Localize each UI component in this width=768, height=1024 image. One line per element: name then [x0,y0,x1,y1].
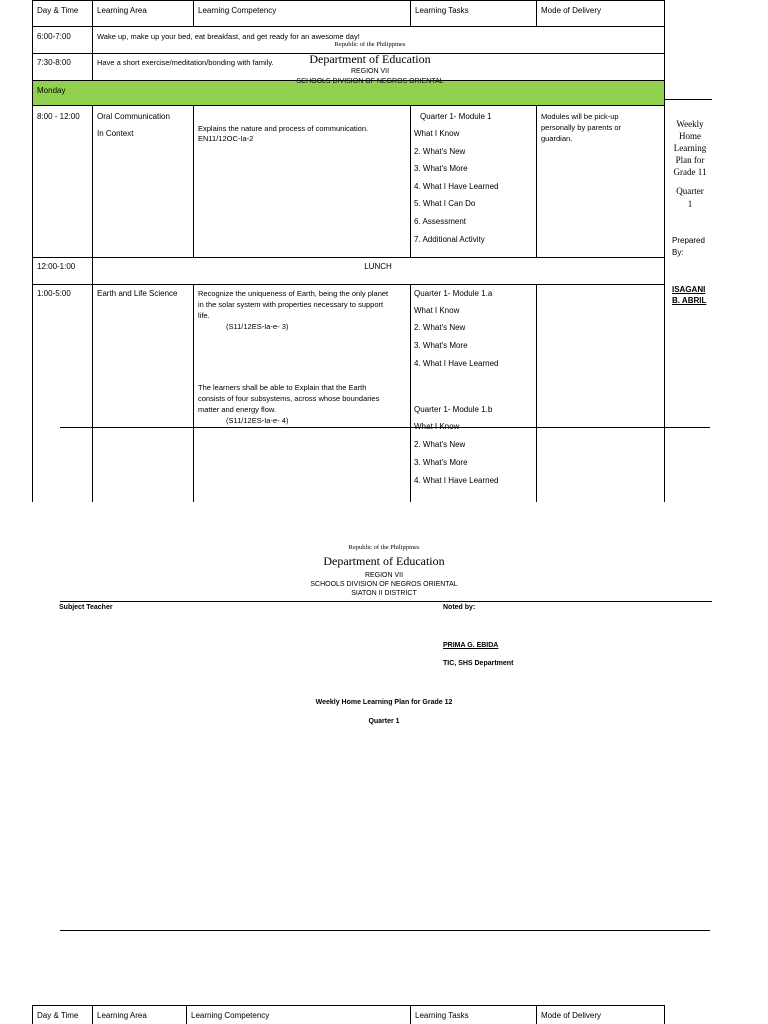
col-divider [92,106,93,257]
block1-competency-code: EN11/12OC-Ia-2 [198,134,254,143]
col-divider [92,1005,93,1024]
col-divider [92,284,93,502]
block1-task: 5. What I Can Do [414,199,476,208]
table-border-right [664,1005,665,1024]
col-divider [536,106,537,257]
side-plan-line: Weekly [676,119,704,129]
col-divider [536,0,537,26]
block2-competency-line: The learners shall be able to Explain that the Earth [198,383,367,392]
col-divider [193,106,194,257]
lunch-label: LUNCH [364,262,392,271]
block2-task: 4. What I Have Learned [414,359,499,368]
block1-task: 7. Additional Activity [414,235,485,244]
p2-department: Department of Education [323,554,445,568]
side-plan-line: Plan for [675,155,705,165]
page-rule [60,930,710,931]
header-mode-of-delivery: Mode of Delivery [541,6,602,15]
p2-division: SCHOOLS DIVISION OF NEGROS ORIENTAL [310,581,458,588]
block1-competency-line: Explains the nature and process of communication. [198,124,369,133]
block1-task: Quarter 1- Module 1 [420,112,492,121]
side-plan-line: Home [679,131,701,141]
block2-task: 4. What I Have Learned [414,476,499,485]
side-quarter-line: Quarter [676,186,704,196]
routine-text: Have a short exercise/meditation/bonding with family. [97,58,274,67]
side-prepared-line: Prepared [672,236,705,245]
block2-task-title: Quarter 1- Module 1.b [414,405,493,414]
side-plan-line: Grade 11 [673,167,707,177]
block1-delivery-line: guardian. [541,134,573,143]
p2-plan-title: Weekly Home Learning Plan for Grade 12 [315,699,453,706]
block1-area-line: Oral Communication [97,112,170,121]
side-quarter-line: 1 [687,199,693,209]
block2-competency-line: in the solar system with properties necessary to support [198,300,384,309]
col-divider [193,284,194,502]
block2-competency-code: (S11/12ES-Ia-e- 3) [226,322,289,331]
block1-task: 2. What's New [414,147,466,156]
routine-text: Wake up, make up your bed, eat breakfast, and get ready for an awesome day! [97,32,360,41]
col-divider [410,284,411,502]
t2-header-learning-area: Learning Area [97,1011,147,1020]
col-divider [193,0,194,26]
block1-task: What I Know [414,129,460,138]
side-teacher-line: ISAGANI [672,285,706,294]
header-learning-area: Learning Area [97,6,147,15]
row-divider [32,26,665,27]
table-border-left [32,1005,33,1024]
col-divider [410,1005,411,1024]
block2-task: 3. What's More [414,458,468,467]
t2-header-learning-competency: Learning Competency [191,1011,270,1020]
block1-task: 3. What's More [414,164,468,173]
day-label: Monday [37,86,66,95]
overlay-region: REGION VII [350,68,390,75]
t2-header-learning-tasks: Learning Tasks [415,1011,469,1020]
block2-task: What I Know [414,306,460,315]
col-divider [410,0,411,26]
row-divider [32,257,665,258]
t2-header-day-time: Day & Time [37,1011,79,1020]
block2-competency-line: consists of four subsystems, across whose boundaries [198,394,380,403]
col-divider [92,257,93,284]
col-divider [186,1005,187,1024]
routine-time: 7:30-8:00 [37,58,71,67]
row-divider [32,1005,665,1006]
block2-competency-code: (S11/12ES-Ia-e- 4) [226,416,289,425]
lunch-time: 12:00-1:00 [37,262,76,271]
block2-task: 2. What's New [414,323,466,332]
routine-time: 6:00-7:00 [37,32,71,41]
col-divider [92,0,93,26]
overlay-division: SCHOOLS DIVISION OF NEGROS ORIENTAL [296,78,444,85]
side-rule [664,99,712,100]
block1-delivery-line: Modules will be pick-up [541,112,619,121]
block1-task: 6. Assessment [414,217,467,226]
block2-competency-line: matter and energy flow. [198,405,276,414]
p2-district: SIATON II DISTRICT [351,590,417,597]
overlay-division-clip [270,77,470,85]
p2-republic: Republic of the Philippines [348,544,420,551]
block2-competency-line: Recognize the uniqueness of Earth, being the only planet [198,289,389,298]
p2-noter-name: PRIMA G. EBIDA [443,642,499,649]
p2-noter-title: TIC, SHS Department [443,660,514,667]
t2-header-mode-of-delivery: Mode of Delivery [541,1011,602,1020]
row-divider [32,0,665,1]
header-learning-tasks: Learning Tasks [415,6,469,15]
header-day-time: Day & Time [37,6,79,15]
block2-task: Quarter 1- Module 1.a [414,289,493,298]
block1-delivery-line: personally by parents or [541,123,622,132]
header-learning-competency: Learning Competency [198,6,277,15]
block2-competency-line: life. [198,311,210,320]
overlay-department: Department of Education [309,52,431,66]
p2-quarter: Quarter 1 [368,718,400,725]
p2-subject-teacher: Subject Teacher [59,604,113,611]
p2-noted-by: Noted by: [443,604,476,611]
block2-area: Earth and Life Science [97,289,178,298]
side-plan-line: Learning [673,143,707,153]
block1-time: 8:00 - 12:00 [37,112,80,121]
page-rule [60,601,712,602]
row-divider [32,105,665,106]
table-border-left [32,0,33,502]
block2-task: 2. What's New [414,440,466,449]
col-divider [410,106,411,257]
col-divider [536,1005,537,1024]
page-rule [60,427,710,428]
block1-area-line: In Context [97,129,134,138]
side-prepared-line: By: [672,248,684,257]
block2-time: 1:00-5:00 [37,289,71,298]
row-divider [32,284,665,285]
side-teacher-line: B. ABRIL [672,296,707,305]
col-divider [536,284,537,502]
block1-task: 4. What I Have Learned [414,182,499,191]
p2-region: REGION VII [364,572,404,579]
overlay-republic: Republic of the Philippines [334,41,406,48]
block2-task: 3. What's More [414,341,468,350]
